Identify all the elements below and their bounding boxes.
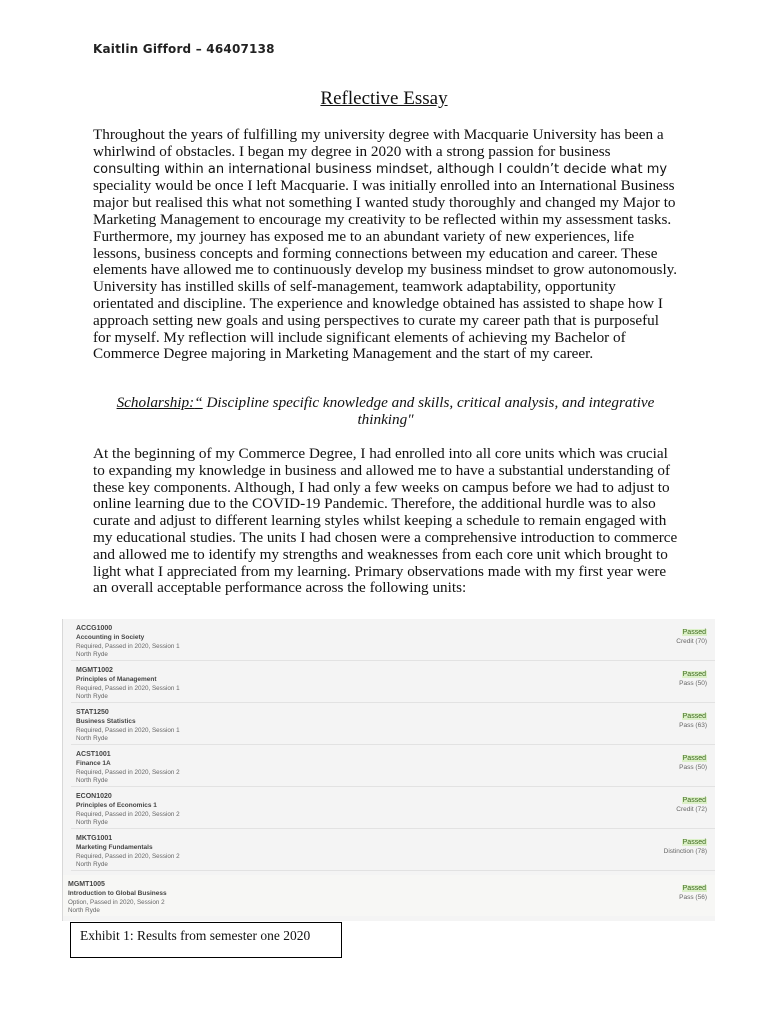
unit-detail: Required, Passed in 2020, Session 1: [76, 685, 180, 692]
essay-title: Reflective Essay: [320, 88, 448, 109]
body-paragraph: At the beginning of my Commerce Degree, I had enrolled into all core units which was crucial to expanding my knowledge in business and allowed me to have a substantial understanding of these key components. Although, I had only a few weeks on campus before we had to adjust to online learning due to the COVID-19 Pandemic. Therefore, the additional hurdle was to also curate and adjust to different learning styles whilst keeping a schedule to remain engaged with my educational studies. The units I had chosen were a comprehensive introduction to commerce and allowed me to identify my strengths and weaknesses from each core unit which brought to light what I appreciated from my learning. Primary observations made with my first year were an overall acceptable performance across the following units:: [93, 445, 678, 597]
unit-row: [63, 875, 715, 916]
unit-detail: Option, Passed in 2020, Session 2: [68, 899, 165, 906]
unit-detail: Required, Passed in 2020, Session 1: [76, 643, 180, 650]
unit-campus: North Ryde: [76, 819, 108, 826]
unit-name: Introduction to Global Business: [68, 890, 167, 897]
status-badge: Passed: [682, 671, 706, 678]
unit-grade: Pass (63): [679, 722, 707, 729]
unit-detail: Required, Passed in 2020, Session 2: [76, 853, 180, 860]
unit-campus: North Ryde: [68, 907, 100, 914]
status-badge: Passed: [682, 839, 706, 846]
section-subheading: [93, 395, 678, 429]
status-badge: Passed: [682, 713, 706, 720]
status-badge: Passed: [682, 755, 706, 762]
unit-name: Principles of Economics 1: [76, 802, 157, 809]
subheading-text: Discipline specific knowledge and skills, critical analysis, and integrative thinking: [202, 394, 655, 428]
status-badge: Passed: [682, 629, 706, 636]
exhibit-caption: Exhibit 1: Results from semester one 2020: [80, 928, 311, 943]
unit-code: ECON1020: [76, 793, 112, 800]
unit-detail: Required, Passed in 2020, Session 2: [76, 769, 180, 776]
intro-text-b: consulting within an international business mindset, although I couldn’t decide what my: [93, 161, 668, 177]
unit-name: Principles of Management: [76, 676, 157, 683]
status-badge: Passed: [682, 797, 706, 804]
unit-name: Accounting in Society: [76, 634, 145, 641]
unit-campus: North Ryde: [76, 651, 108, 658]
unit-detail: Required, Passed in 2020, Session 2: [76, 811, 180, 818]
unit-row: [71, 745, 715, 787]
unit-code: MGMT1005: [68, 881, 105, 888]
unit-grade: Credit (70): [676, 638, 707, 645]
unit-campus: North Ryde: [76, 735, 108, 742]
unit-row: [71, 787, 715, 829]
exhibit-caption-box: [70, 922, 342, 958]
intro-text-a: Throughout the years of fulfilling my university degree with Macquarie University has been a whirlwind of obstacles. I began my degree in 2020 with a strong passion for business: [93, 126, 664, 160]
subheading-quote-close: ″: [407, 410, 414, 428]
unit-detail: Required, Passed in 2020, Session 1: [76, 727, 180, 734]
unit-grade: Pass (50): [679, 764, 707, 771]
unit-campus: North Ryde: [76, 693, 108, 700]
unit-row: [71, 661, 715, 703]
unit-code: MGMT1002: [76, 667, 113, 674]
unit-row: [71, 703, 715, 745]
unit-name: Marketing Fundamentals: [76, 844, 153, 851]
subheading-label: Scholarship:“: [116, 394, 203, 411]
unit-grade: Pass (50): [679, 680, 707, 687]
unit-grade: Credit (72): [676, 806, 707, 813]
unit-campus: North Ryde: [76, 777, 108, 784]
unit-results-panel: [62, 619, 715, 921]
unit-code: MKTG1001: [76, 835, 113, 842]
unit-grade: Pass (56): [679, 894, 707, 901]
unit-name: Business Statistics: [76, 718, 136, 725]
unit-row: [71, 619, 715, 661]
unit-code: ACCG1000: [76, 625, 113, 632]
intro-text-c: speciality would be once I left Macquarie. I was initially enrolled into an International Business major but realised this what not something I wanted study thoroughly and changed my Major to Marketing Management to encourage my creativity to be reflected within my assessment tasks. Furthermore, my journey has exposed me to an abundant variety of new experiences, life lessons, business concepts and forming connections between my education and career. These elements have allowed me to continuously develop my business mindset to grow autonomously. University has instilled skills of self-management, teamwork adaptability, opportunity orientated and discipline. The experience and knowledge obtained has assisted to shape how I approach setting new goals and using perspectives to curate my career path that is purposeful for myself. My reflection will include significant elements of achieving my Bachelor of Commerce Degree majoring in Marketing Management and the start of my career.: [93, 177, 678, 363]
unit-code: ACST1001: [76, 751, 111, 758]
unit-name: Finance 1A: [76, 760, 111, 767]
intro-paragraph: [93, 127, 678, 363]
unit-row: [71, 829, 715, 871]
unit-code: STAT1250: [76, 709, 109, 716]
unit-grade: Distinction (78): [663, 848, 707, 855]
unit-campus: North Ryde: [76, 861, 108, 868]
author-header: Kaitlin Gifford – 46407138: [93, 42, 275, 56]
status-badge: Passed: [682, 885, 706, 892]
